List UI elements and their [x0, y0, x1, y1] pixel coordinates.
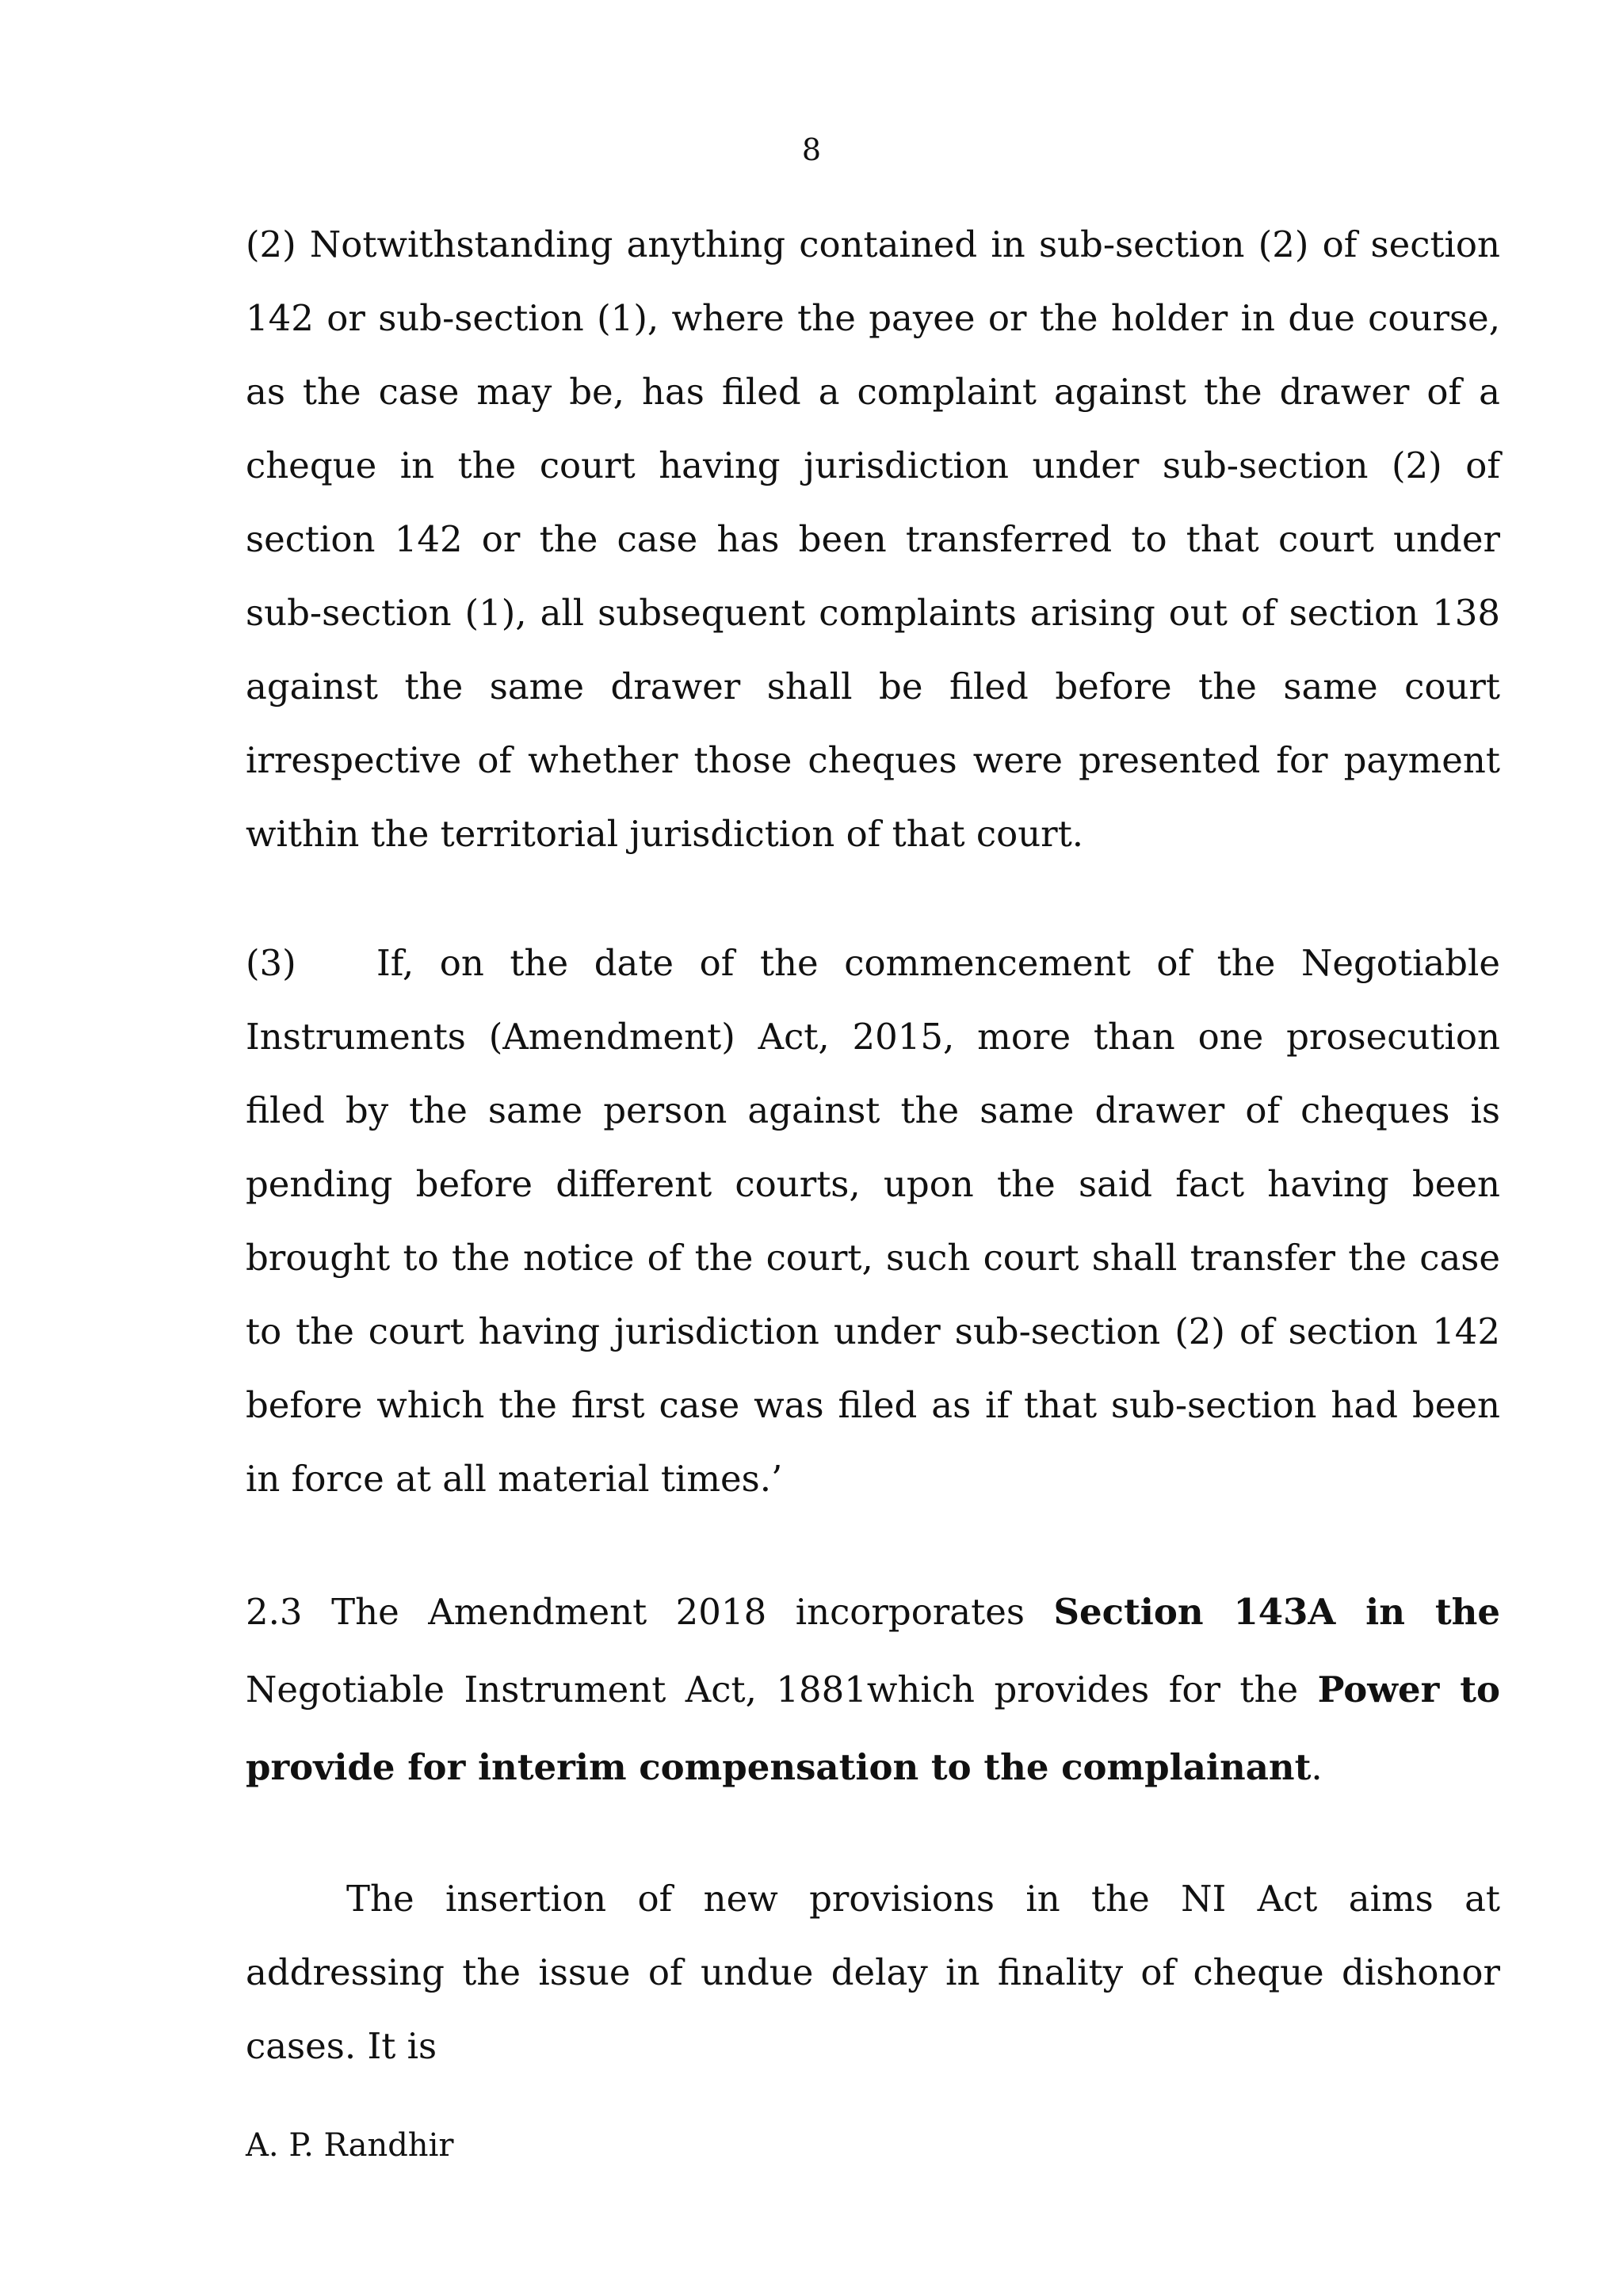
- para-2-3-bold-section: Section 143A in the: [1053, 1591, 1501, 1633]
- para-2-3-text-2: Negotiable Instrument Act, 1881which provides for the: [246, 1669, 1318, 1711]
- paragraph-closing: The insertion of new provisions in the NI Act aims at addressing the issue of undue delay in finality of cheque dishonor cases. It is: [246, 1878, 1500, 2067]
- page-number: 8: [801, 132, 822, 167]
- paragraph-subsection-2: (2) Notwithstanding anything contained in sub-section (2) of section 142 or sub-section (1), where the payee or the holder in due course, as the case may be, has filed a complaint against the drawer of a cheque in the court having jurisdiction under sub-section (2) of section 142 or the case has been transferred to that court under sub-section (1), all subsequent complaints arising out of section 138 against the same drawer shall be filed before the same court irrespective of whether those cheques were presented for payment within the territorial jurisdiction of that court.: [246, 223, 1500, 855]
- subsection-3-text: If, on the date of the commencement of the Negotiable Instruments (Amendment) Act, 2015, more than one prosecution filed by the same person against the same drawer of cheques is pending before different courts, upon the said fact having been brought to the notice of the court, such court shall transfer the case to the court having jurisdiction under sub-section (2) of section 142 before which the first case was filed as if that sub-section had been in force at all material times.’: [246, 942, 1500, 1500]
- para-2-3-text-3: .: [1311, 1746, 1323, 1788]
- para-2-3-bold-power: Power to provide for interim compensation to the complainant: [246, 1669, 1500, 1788]
- para-2-3-text-1: 2.3 The Amendment 2018 incorporates: [246, 1591, 1054, 1633]
- paragraph-subsection-3: [246, 926, 1500, 1516]
- subsection-3-number: (3): [246, 942, 296, 984]
- paragraph-2-3: [246, 1573, 1500, 1806]
- footer-author: A. P. Randhir: [246, 2127, 454, 2164]
